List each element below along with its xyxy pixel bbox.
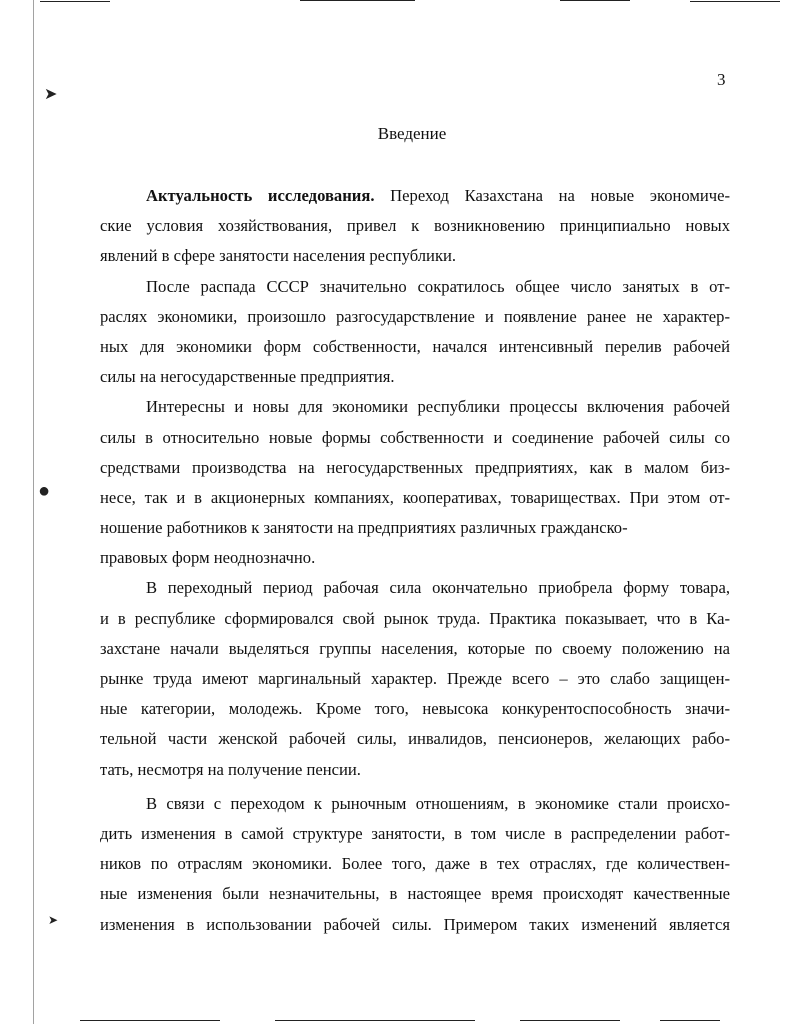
paragraph	[100, 789, 730, 940]
text-line: рынке труда имеют маргинальный характер. Прежде всего – это слабо защищен-	[100, 669, 730, 688]
page-heading: Введение	[377, 124, 447, 143]
text-line: тать, несмотря на получение пенсии.	[100, 759, 361, 779]
scan-top-edge	[0, 0, 792, 10]
text-line: ных для экономики форм собственности, начался интенсивный перелив рабочей	[100, 336, 730, 356]
text-line: Актуальность исследования. Переход Казахстана на новые экономиче-	[146, 186, 730, 205]
paragraph	[100, 272, 730, 393]
page-margin-line	[33, 0, 34, 1024]
text-line: силы на негосударственные предприятия.	[100, 367, 395, 387]
scan-mark-arrow-icon: ➤	[48, 913, 59, 927]
text-line: ные категории, молодежь. Кроме того, невысока конкурентоспособность значи-	[100, 699, 730, 719]
text-line: правовых форм неоднозначно.	[100, 548, 316, 568]
text-line: средствами производства на негосударственных предприятиях, как в малом биз-	[100, 457, 730, 477]
text-line: ские условия хозяйствования, привел к возникновению принципиально новых	[100, 216, 730, 236]
text-line: явлений в сфере занятости населения республики.	[100, 246, 457, 266]
text-line: несе, так и в акционерных компаниях, кооперативах, товариществах. При этом от-	[100, 487, 730, 507]
text-line: изменения в использовании рабочей силы. Примером таких изменений является	[100, 914, 730, 934]
paragraph	[100, 573, 730, 784]
text-line: В связи с переходом к рыночным отношениям, в экономике стали происхо-	[146, 793, 730, 813]
scan-mark-blot-icon: ●	[38, 480, 51, 502]
lead-phrase: Актуальность исследования.	[146, 186, 375, 205]
scan-mark-arrow-icon: ➤	[44, 86, 58, 103]
text-line: Интересны и новы для экономики республики процессы включения рабочей	[146, 397, 730, 417]
paragraph	[100, 181, 730, 272]
text-line: тельной части женской рабочей силы, инвалидов, пенсионеров, желающих рабо-	[100, 729, 730, 749]
text-line: ные изменения были незначительны, в настоящее время происходят качественные	[100, 884, 730, 904]
text-line: ношение работников к занятости на предприятиях различных гражданско-	[100, 518, 628, 538]
scan-bottom-edge	[0, 1014, 792, 1024]
text-line: После распада СССР значительно сократилось общее число занятых в от-	[146, 276, 730, 296]
text-line: раслях экономики, произошло разгосударствление и появление ранее не характер-	[100, 306, 730, 326]
document-body	[100, 181, 730, 940]
text-line: захстане начали выделяться группы населения, которые по своему положению на	[100, 638, 730, 658]
paragraph	[100, 392, 730, 573]
text-line: силы в относительно новые формы собственности и соединение рабочей силы со	[100, 427, 730, 447]
text-line: и в республике сформировался свой рынок труда. Практика показывает, что в Ка-	[100, 608, 730, 628]
text-line: В переходный период рабочая сила окончательно приобрела форму товара,	[146, 578, 730, 598]
text-line: ников по отраслям экономики. Более того, даже в тех отраслях, где количествен-	[100, 854, 730, 874]
text-line: дить изменения в самой структуре занятости, в том числе в распределении работ-	[100, 823, 730, 843]
page-number: 3	[717, 70, 726, 89]
